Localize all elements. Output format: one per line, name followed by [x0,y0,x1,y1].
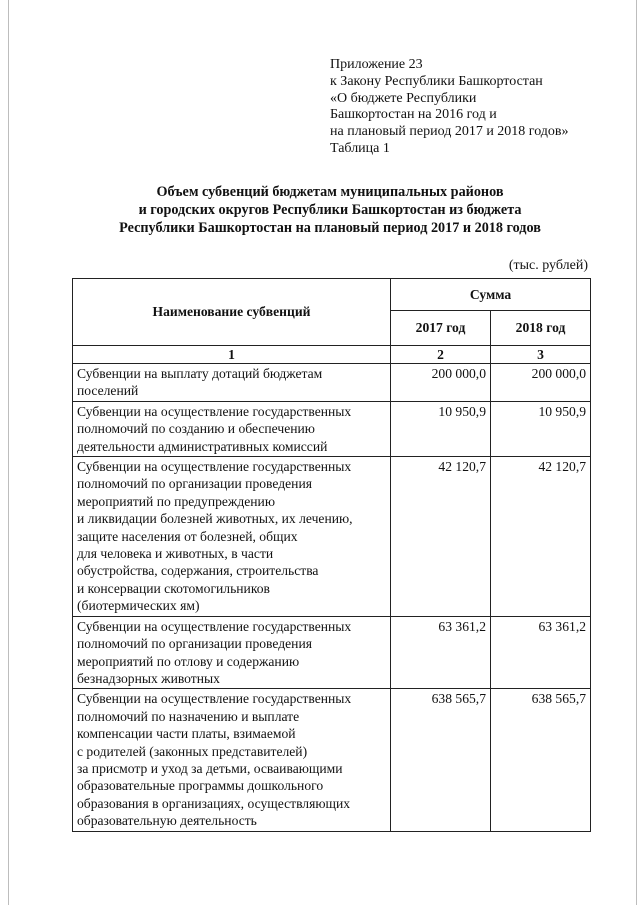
title-line: и городских округов Республики Башкортостан из бюджета [138,202,522,218]
subvention-name-line: образования в организациях, осуществляющих [77,795,351,811]
column-number: 2 [391,346,491,364]
amount-2018: 10 950,9 [491,401,591,456]
subvention-name-line: защите населения от болезней, общих [77,528,298,544]
subvention-name [73,689,391,831]
amount-2017: 10 950,9 [391,401,491,456]
amount-2018: 638 565,7 [491,689,591,831]
subvention-name-line: Субвенции на выплату дотаций бюджетам [77,366,323,381]
subvention-name-line: полномочий по организации проведения [77,636,312,652]
appendix-line: Таблица 1 [330,140,390,156]
table-row [73,616,591,689]
amount-2018: 42 120,7 [491,457,591,617]
table-row [73,401,591,456]
subvention-name [73,616,391,689]
subvention-name-line: с родителей (законных представителей) [77,743,308,759]
subvention-name-line: Субвенции на осуществление государственных [77,618,352,634]
header-sum: Сумма [391,279,591,311]
subvention-name [73,364,391,402]
column-number-row [73,346,591,364]
scan-edge-left [8,0,9,905]
subvention-name-line: Субвенции на осуществление государственных [77,403,352,419]
title-line: Республики Башкортостан на плановый период 2017 и 2018 годов [119,220,541,236]
appendix-line: на плановый период 2017 и 2018 годов» [330,124,569,140]
header-year-2018: 2018 год [491,311,591,346]
amount-2018: 200 000,0 [491,364,591,402]
amount-2018: 63 361,2 [491,616,591,689]
subvention-name-line: безнадзорных животных [77,670,220,686]
subvention-name-line: полномочий по назначению и выплате [77,708,300,724]
subventions-table [72,278,591,832]
header-name: Наименование субвенций [73,279,391,346]
amount-2017: 200 000,0 [391,364,491,402]
table-row [73,457,591,617]
scan-edge-right [636,0,637,905]
title-line: Объем субвенций бюджетам муниципальных районов [156,184,504,200]
appendix-line: «О бюджете Республики [330,90,477,106]
subvention-name-line: деятельности административных комиссий [77,438,328,454]
subvention-name [73,401,391,456]
column-number: 3 [491,346,591,364]
header-year-2017: 2017 год [391,311,491,346]
subvention-name-line: (биотермических ям) [77,598,200,614]
subvention-name-line: за присмотр и уход за детьми, осваивающими [77,760,343,776]
table-row [73,364,591,402]
amount-2017: 63 361,2 [391,616,491,689]
column-number: 1 [73,346,391,364]
subvention-name-line: поселений [77,383,139,399]
subvention-name-line: образовательные программы дошкольного [77,778,324,794]
subvention-name-line: Субвенции на осуществление государственных [77,459,352,475]
subvention-name-line: и ликвидации болезней животных, их лечению, [77,511,353,527]
subvention-name-line: компенсации части платы, взимаемой [77,726,296,742]
subvention-name-line: полномочий по созданию и обеспечению [77,421,315,437]
table-row [73,689,591,831]
subvention-name-line: обустройства, содержания, строительства [77,563,319,579]
document-title [70,183,590,237]
subvention-name-line: мероприятий по отлову и содержанию [77,653,300,669]
units-label: (тыс. рублей) [508,258,588,273]
subvention-name-line: и консервации скотомогильников [77,580,270,596]
appendix-line: к Закону Республики Башкортостан [330,73,543,89]
subvention-name-line: полномочий по организации проведения [77,476,312,492]
amount-2017: 42 120,7 [391,457,491,617]
amount-2017: 638 565,7 [391,689,491,831]
subvention-name-line: мероприятий по предупреждению [77,493,275,509]
subvention-name-line: образовательную деятельность [77,813,257,829]
subvention-name-line: для человека и животных, в части [77,546,274,562]
appendix-line: Башкортостан на 2016 год и [330,107,497,123]
subvention-name [73,457,391,617]
subvention-name-line: Субвенции на осуществление государственных [77,691,352,707]
appendix-line: Приложение 23 [330,57,423,72]
appendix-note [330,57,630,158]
